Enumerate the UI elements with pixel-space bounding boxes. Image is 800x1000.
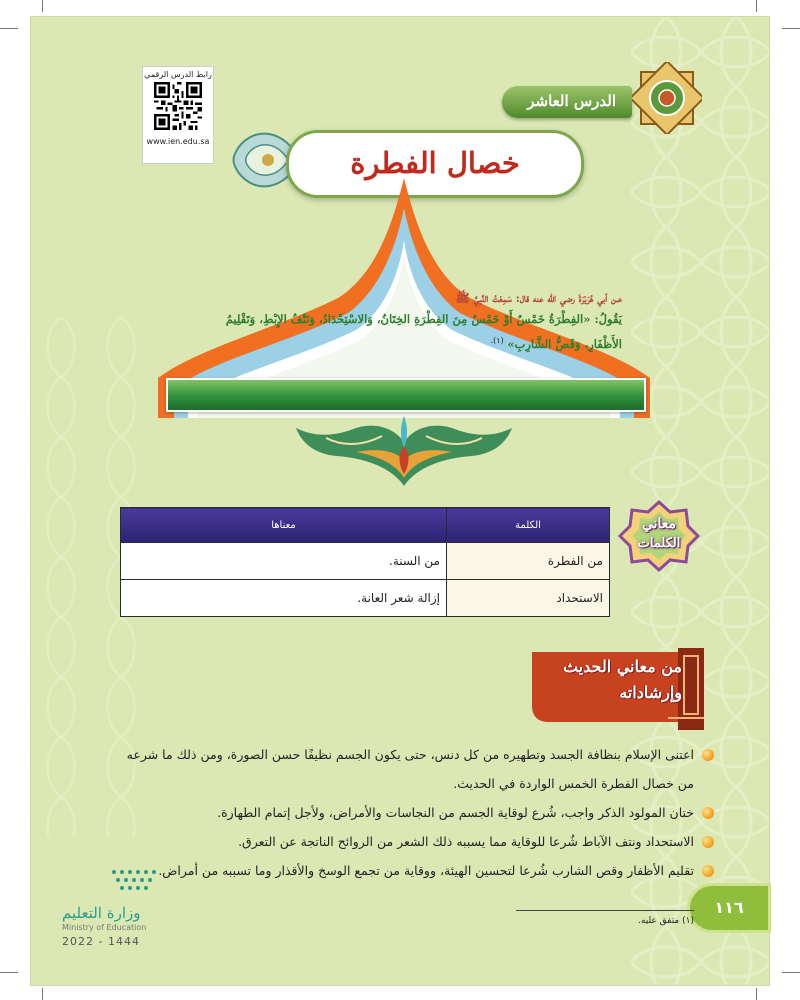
cell-meaning: إزالة شعر العانة.	[121, 580, 447, 617]
edition-year: 2022 - 1444	[62, 935, 140, 948]
header-word: الكلمة	[447, 508, 610, 543]
badge-line-2: الكلمات	[637, 536, 681, 551]
list-item	[110, 827, 714, 856]
guidance-list	[110, 740, 714, 885]
hadith-intro: عـن أبي هُرَيْرَةَ رضي الله عنه قال: سَمِعْتُ النَّبِيَّ ﷺ	[455, 291, 622, 305]
section-title	[542, 654, 682, 706]
bullet-icon	[702, 836, 714, 848]
cell-word: الاستحداد	[447, 580, 610, 617]
list-item	[110, 798, 714, 827]
ministry-english: Ministry of Education	[62, 923, 147, 932]
ministry-logo	[62, 904, 172, 950]
qr-code-icon[interactable]	[154, 82, 202, 130]
green-divider-bar	[166, 378, 646, 412]
footnote-marker[interactable]: (١).	[490, 336, 504, 345]
footnote-rule	[516, 910, 694, 911]
list-item	[110, 856, 714, 885]
list-item-text: تقليم الأظفار وقص الشارب شُرعا لتحسين الهيئة، ووقاية من تجمع الوسخ والأقذار وما تسببه من أمراض.	[158, 863, 694, 878]
bullet-icon	[702, 749, 714, 761]
header-meaning: معناها	[121, 508, 447, 543]
crop-mark	[0, 972, 18, 973]
cell-meaning: من السنة.	[121, 543, 447, 580]
footnote: (١) متفق عليه.	[638, 916, 694, 926]
crop-mark	[42, 988, 43, 1000]
hadith-text	[196, 288, 622, 355]
table-header-row	[121, 508, 610, 543]
table-row	[121, 543, 610, 580]
qr-card[interactable]	[142, 66, 214, 164]
cell-word: من الفطرة	[447, 543, 610, 580]
list-item-text: اعتنى الإسلام بنظافة الجسد وتطهيره من كل دنس، حتى يكون الجسم نظيفًا حسن الصورة، ومن ذلك ما شرعه من خصال الفطرة الخمس الواردة في الحديث.	[126, 747, 694, 791]
section-title-line-1: من معاني الحديث	[562, 657, 682, 676]
lesson-tag	[502, 86, 632, 118]
bullet-icon	[702, 807, 714, 819]
page-number-tab	[690, 886, 768, 930]
ministry-arabic: وزارة التعليم	[62, 904, 141, 922]
qr-caption: رابط الدرس الرقمي	[144, 70, 212, 79]
list-item-text: الاستحداد ونتف الآباط شُرعا للوقاية مما يسببه ذلك الشعر من الروائح الناتجة عن التعرق.	[238, 834, 694, 849]
badge-line-1: معاني	[641, 516, 677, 532]
star-emblem-icon	[632, 62, 702, 134]
crop-mark	[782, 972, 800, 973]
list-item	[110, 740, 714, 798]
crop-mark	[42, 0, 43, 12]
page-title: خصال الفطرة	[350, 146, 520, 180]
crop-mark	[0, 28, 18, 29]
arabesque-ornament-icon	[296, 408, 512, 488]
section-title-line-2: وإرشاداته	[619, 683, 682, 702]
qr-url: www.ien.edu.sa	[146, 137, 210, 146]
ministry-dots-icon	[110, 868, 166, 892]
table-row	[121, 580, 610, 617]
vocabulary-table	[120, 507, 610, 617]
crop-mark	[756, 0, 757, 12]
lesson-label: الدرس العاشر	[527, 92, 616, 110]
page-number: ١١٦	[714, 898, 744, 917]
hadith-body: يَقُولُ: «الفِطْرَةُ خَمْسٌ أَوْ خَمْسٌ مِنَ الفِطْرَةِ الخِتَانُ، وَالاسْتِحْدَادُ، وَنَتْفُ الإِبْطِ، وَتَقْلِيمُ الأَظْفَارِ، وَقَصُّ الشَّارِبِ»	[225, 312, 622, 351]
crop-mark	[756, 988, 757, 1000]
crop-mark	[782, 28, 800, 29]
list-item-text: ختان المولود الذكر واجب، شُرع لوقاية الجسم من النجاسات والأمراض، ولأجل إتمام الطهارة.	[217, 805, 694, 820]
bullet-icon	[702, 865, 714, 877]
word-meanings-badge	[618, 500, 700, 572]
